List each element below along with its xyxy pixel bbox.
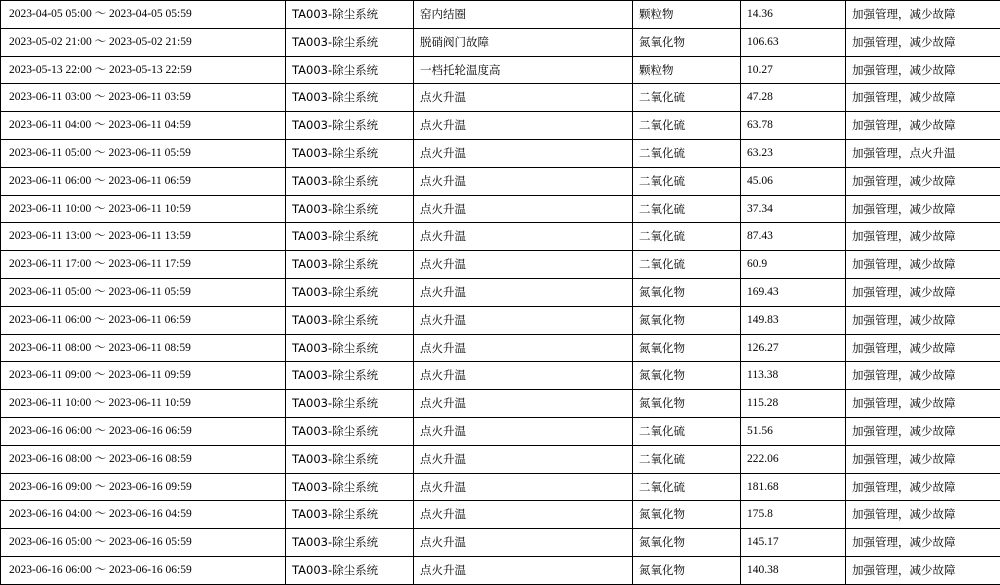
table-row xyxy=(1,334,1000,362)
cell-value: 145.17 xyxy=(741,529,846,557)
cell-measure: 加强管理，减少故障 xyxy=(846,28,1000,56)
cell-measure: 加强管理，减少故障 xyxy=(846,251,1000,279)
cell-pollutant: 二氧化硫 xyxy=(633,84,741,112)
cell-measure: 加强管理，减少故障 xyxy=(846,556,1000,584)
cell-value: 63.78 xyxy=(741,112,846,140)
cell-system: TA003-除尘系统 xyxy=(286,390,414,418)
cell-measure: 加强管理，减少故障 xyxy=(846,56,1000,84)
cell-time-range: 2023-06-16 05:00 ～ 2023-06-16 05:59 xyxy=(1,529,286,557)
cell-value: 181.68 xyxy=(741,473,846,501)
cell-value: 37.34 xyxy=(741,195,846,223)
cell-system: TA003-除尘系统 xyxy=(286,195,414,223)
table-row xyxy=(1,417,1000,445)
cell-pollutant: 二氧化硫 xyxy=(633,139,741,167)
table-row xyxy=(1,139,1000,167)
cell-value: 222.06 xyxy=(741,445,846,473)
cell-time-range: 2023-06-11 08:00 ～ 2023-06-11 08:59 xyxy=(1,334,286,362)
cell-pollutant: 二氧化硫 xyxy=(633,473,741,501)
cell-pollutant: 颗粒物 xyxy=(633,56,741,84)
cell-value: 60.9 xyxy=(741,251,846,279)
cell-value: 45.06 xyxy=(741,167,846,195)
cell-time-range: 2023-06-11 05:00 ～ 2023-06-11 05:59 xyxy=(1,278,286,306)
cell-pollutant: 氮氧化物 xyxy=(633,556,741,584)
cell-time-range: 2023-05-13 22:00 ～ 2023-05-13 22:59 xyxy=(1,56,286,84)
cell-reason: 点火升温 xyxy=(414,362,633,390)
cell-pollutant: 氮氧化物 xyxy=(633,278,741,306)
cell-system: TA003-除尘系统 xyxy=(286,556,414,584)
table-row xyxy=(1,1,1000,29)
cell-measure: 加强管理，减少故障 xyxy=(846,278,1000,306)
cell-reason: 点火升温 xyxy=(414,417,633,445)
cell-reason: 一档托轮温度高 xyxy=(414,56,633,84)
cell-system: TA003-除尘系统 xyxy=(286,306,414,334)
cell-time-range: 2023-05-02 21:00 ～ 2023-05-02 21:59 xyxy=(1,28,286,56)
cell-value: 87.43 xyxy=(741,223,846,251)
cell-measure: 加强管理，减少故障 xyxy=(846,167,1000,195)
cell-reason: 点火升温 xyxy=(414,445,633,473)
cell-value: 106.63 xyxy=(741,28,846,56)
cell-time-range: 2023-06-11 10:00 ～ 2023-06-11 10:59 xyxy=(1,195,286,223)
cell-reason: 点火升温 xyxy=(414,556,633,584)
cell-value: 175.8 xyxy=(741,501,846,529)
table-row xyxy=(1,306,1000,334)
cell-reason: 脱硝阀门故障 xyxy=(414,28,633,56)
table-row xyxy=(1,223,1000,251)
cell-measure: 加强管理，减少故障 xyxy=(846,112,1000,140)
cell-measure: 加强管理，减少故障 xyxy=(846,223,1000,251)
cell-time-range: 2023-06-11 03:00 ～ 2023-06-11 03:59 xyxy=(1,84,286,112)
cell-reason: 点火升温 xyxy=(414,195,633,223)
cell-pollutant: 二氧化硫 xyxy=(633,445,741,473)
cell-pollutant: 二氧化硫 xyxy=(633,167,741,195)
table-row xyxy=(1,195,1000,223)
cell-system: TA003-除尘系统 xyxy=(286,251,414,279)
cell-time-range: 2023-06-16 04:00 ～ 2023-06-16 04:59 xyxy=(1,501,286,529)
cell-system: TA003-除尘系统 xyxy=(286,84,414,112)
cell-measure: 加强管理，减少故障 xyxy=(846,501,1000,529)
cell-pollutant: 氮氧化物 xyxy=(633,529,741,557)
table-row xyxy=(1,501,1000,529)
cell-value: 47.28 xyxy=(741,84,846,112)
cell-pollutant: 二氧化硫 xyxy=(633,251,741,279)
cell-pollutant: 氮氧化物 xyxy=(633,334,741,362)
cell-time-range: 2023-06-11 06:00 ～ 2023-06-11 06:59 xyxy=(1,306,286,334)
cell-measure: 加强管理，减少故障 xyxy=(846,334,1000,362)
cell-measure: 加强管理，点火升温 xyxy=(846,139,1000,167)
cell-reason: 点火升温 xyxy=(414,139,633,167)
cell-time-range: 2023-06-11 10:00 ～ 2023-06-11 10:59 xyxy=(1,390,286,418)
cell-pollutant: 氮氧化物 xyxy=(633,362,741,390)
cell-time-range: 2023-06-11 09:00 ～ 2023-06-11 09:59 xyxy=(1,362,286,390)
cell-reason: 点火升温 xyxy=(414,501,633,529)
cell-pollutant: 二氧化硫 xyxy=(633,223,741,251)
table-row xyxy=(1,390,1000,418)
cell-system: TA003-除尘系统 xyxy=(286,223,414,251)
cell-time-range: 2023-06-16 06:00 ～ 2023-06-16 06:59 xyxy=(1,417,286,445)
cell-system: TA003-除尘系统 xyxy=(286,28,414,56)
cell-pollutant: 二氧化硫 xyxy=(633,195,741,223)
cell-system: TA003-除尘系统 xyxy=(286,139,414,167)
cell-value: 115.28 xyxy=(741,390,846,418)
cell-measure: 加强管理，减少故障 xyxy=(846,473,1000,501)
table-row xyxy=(1,362,1000,390)
cell-reason: 点火升温 xyxy=(414,112,633,140)
table-row xyxy=(1,167,1000,195)
table-row xyxy=(1,278,1000,306)
cell-time-range: 2023-06-16 09:00 ～ 2023-06-16 09:59 xyxy=(1,473,286,501)
cell-reason: 点火升温 xyxy=(414,473,633,501)
cell-value: 126.27 xyxy=(741,334,846,362)
table-row xyxy=(1,473,1000,501)
table-row xyxy=(1,56,1000,84)
cell-system: TA003-除尘系统 xyxy=(286,445,414,473)
cell-system: TA003-除尘系统 xyxy=(286,362,414,390)
cell-reason: 点火升温 xyxy=(414,84,633,112)
table-body xyxy=(1,1,1000,585)
cell-value: 14.36 xyxy=(741,1,846,29)
table-row xyxy=(1,28,1000,56)
cell-time-range: 2023-06-11 13:00 ～ 2023-06-11 13:59 xyxy=(1,223,286,251)
cell-pollutant: 氮氧化物 xyxy=(633,501,741,529)
cell-system: TA003-除尘系统 xyxy=(286,473,414,501)
cell-time-range: 2023-06-16 08:00 ～ 2023-06-16 08:59 xyxy=(1,445,286,473)
cell-reason: 点火升温 xyxy=(414,167,633,195)
cell-system: TA003-除尘系统 xyxy=(286,529,414,557)
cell-time-range: 2023-06-16 06:00 ～ 2023-06-16 06:59 xyxy=(1,556,286,584)
cell-reason: 点火升温 xyxy=(414,306,633,334)
table-row xyxy=(1,556,1000,584)
cell-pollutant: 氮氧化物 xyxy=(633,390,741,418)
cell-pollutant: 氮氧化物 xyxy=(633,306,741,334)
cell-reason: 点火升温 xyxy=(414,334,633,362)
cell-time-range: 2023-06-11 06:00 ～ 2023-06-11 06:59 xyxy=(1,167,286,195)
cell-system: TA003-除尘系统 xyxy=(286,1,414,29)
cell-measure: 加强管理，减少故障 xyxy=(846,84,1000,112)
cell-time-range: 2023-06-11 05:00 ～ 2023-06-11 05:59 xyxy=(1,139,286,167)
cell-time-range: 2023-06-11 17:00 ～ 2023-06-11 17:59 xyxy=(1,251,286,279)
cell-measure: 加强管理，减少故障 xyxy=(846,390,1000,418)
cell-measure: 加强管理，减少故障 xyxy=(846,1,1000,29)
cell-reason: 点火升温 xyxy=(414,251,633,279)
cell-system: TA003-除尘系统 xyxy=(286,167,414,195)
cell-time-range: 2023-06-11 04:00 ～ 2023-06-11 04:59 xyxy=(1,112,286,140)
cell-measure: 加强管理，减少故障 xyxy=(846,445,1000,473)
cell-system: TA003-除尘系统 xyxy=(286,334,414,362)
cell-reason: 点火升温 xyxy=(414,529,633,557)
cell-value: 10.27 xyxy=(741,56,846,84)
cell-reason: 点火升温 xyxy=(414,223,633,251)
cell-value: 149.83 xyxy=(741,306,846,334)
cell-value: 169.43 xyxy=(741,278,846,306)
cell-system: TA003-除尘系统 xyxy=(286,112,414,140)
table-row xyxy=(1,251,1000,279)
table-row xyxy=(1,112,1000,140)
table-row xyxy=(1,529,1000,557)
cell-reason: 点火升温 xyxy=(414,278,633,306)
cell-time-range: 2023-04-05 05:00 ～ 2023-04-05 05:59 xyxy=(1,1,286,29)
cell-measure: 加强管理，减少故障 xyxy=(846,306,1000,334)
cell-reason: 点火升温 xyxy=(414,390,633,418)
cell-pollutant: 二氧化硫 xyxy=(633,417,741,445)
cell-measure: 加强管理，减少故障 xyxy=(846,195,1000,223)
cell-measure: 加强管理，减少故障 xyxy=(846,417,1000,445)
cell-system: TA003-除尘系统 xyxy=(286,501,414,529)
table-row xyxy=(1,445,1000,473)
cell-pollutant: 二氧化硫 xyxy=(633,112,741,140)
table-row xyxy=(1,84,1000,112)
cell-pollutant: 氮氧化物 xyxy=(633,28,741,56)
cell-value: 140.38 xyxy=(741,556,846,584)
cell-system: TA003-除尘系统 xyxy=(286,56,414,84)
cell-measure: 加强管理，减少故障 xyxy=(846,529,1000,557)
cell-value: 51.56 xyxy=(741,417,846,445)
cell-value: 63.23 xyxy=(741,139,846,167)
cell-system: TA003-除尘系统 xyxy=(286,278,414,306)
cell-reason: 窑内结圈 xyxy=(414,1,633,29)
cell-pollutant: 颗粒物 xyxy=(633,1,741,29)
cell-measure: 加强管理，减少故障 xyxy=(846,362,1000,390)
cell-value: 113.38 xyxy=(741,362,846,390)
cell-system: TA003-除尘系统 xyxy=(286,417,414,445)
